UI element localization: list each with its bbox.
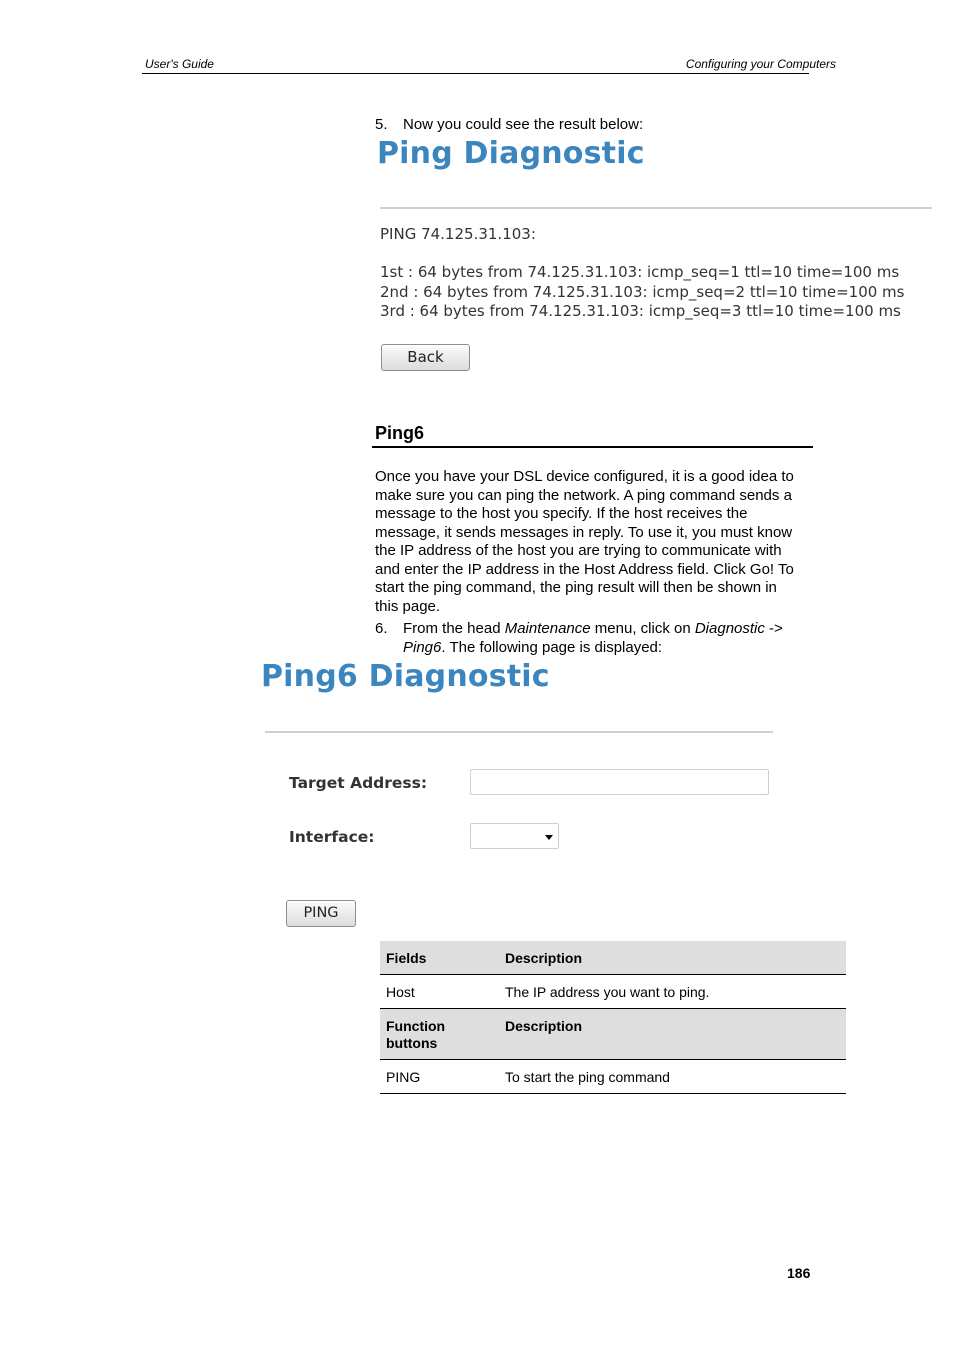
paragraph-line: message to the host you specify. If the host receives the <box>375 505 748 522</box>
section-paragraph <box>375 468 815 616</box>
table-cell: The IP address you want to ping. <box>505 984 710 1000</box>
menu-name: Maintenance <box>504 620 591 637</box>
table-header-row <box>380 1009 846 1060</box>
submenu-item: Ping6 <box>403 638 442 656</box>
paragraph-line: start the ping command, the ping result will then be shown in <box>375 579 777 596</box>
step-6-text: From the head <box>403 620 505 637</box>
step-6 <box>375 620 815 657</box>
header-right: Configuring your Computers <box>685 57 836 71</box>
header-left: User's Guide <box>145 57 214 71</box>
step-6-arrow: -> <box>764 620 783 637</box>
ping-title-rule <box>380 207 932 209</box>
ping-button[interactable]: PING <box>286 900 356 927</box>
ping-reply-line: 1st : 64 bytes from 74.125.31.103: icmp_seq=1 ttl=10 time=100 ms <box>380 263 900 281</box>
ping6-diagnostic-title: Ping6 Diagnostic <box>261 659 550 694</box>
table-header-cell-line: buttons <box>386 1035 438 1051</box>
chevron-down-icon <box>545 835 553 840</box>
step-5 <box>375 116 643 135</box>
target-address-input[interactable] <box>470 769 769 795</box>
step-6-text: menu, click on <box>590 620 695 637</box>
ping-reply-line: 2nd : 64 bytes from 74.125.31.103: icmp_seq=2 ttl=10 time=100 ms <box>380 283 905 301</box>
back-button[interactable]: Back <box>381 344 470 371</box>
fields-table <box>380 941 846 1094</box>
table-header-cell: Fields <box>386 950 427 966</box>
interface-select[interactable] <box>470 823 559 849</box>
ping-diagnostic-title: Ping Diagnostic <box>377 136 645 171</box>
section-heading-ping6: Ping6 <box>375 423 425 443</box>
paragraph-line: and enter the IP address in the Host Address field. Click Go! To <box>375 560 794 578</box>
table-header-cell-line: Function <box>386 1018 446 1034</box>
step-6-text: . The following page is displayed: <box>441 638 663 656</box>
table-cell: PING <box>386 1069 421 1085</box>
step-6-number: 6. <box>375 620 388 637</box>
section-rule <box>372 446 813 448</box>
table-header-cell <box>386 1018 445 1052</box>
table-cell: Host <box>386 984 415 1000</box>
target-address-label: Target Address: <box>289 774 428 792</box>
table-row <box>380 975 846 1009</box>
table-cell: To start the ping command <box>505 1069 670 1085</box>
step-5-number: 5. <box>375 116 388 133</box>
paragraph-line: make sure you can ping the network. A ping command sends a <box>375 486 792 504</box>
table-row <box>380 1060 846 1094</box>
page-number: 186 <box>787 1265 811 1281</box>
paragraph-line: Once you have your DSL device configured, it is a good idea to <box>375 468 794 485</box>
ping6-title-rule <box>265 731 773 733</box>
table-header-cell: Description <box>505 1018 583 1034</box>
step-5-text: Now you could see the result below: <box>403 116 644 133</box>
paragraph-line: message, it sends messages in reply. To use it, you must know <box>375 523 793 541</box>
ping-heading-line: PING 74.125.31.103: <box>380 225 536 243</box>
ping-reply-line: 3rd : 64 bytes from 74.125.31.103: icmp_seq=3 ttl=10 time=100 ms <box>380 302 901 320</box>
interface-label: Interface: <box>289 828 375 846</box>
table-header-cell: Description <box>505 950 583 966</box>
paragraph-line: this page. <box>375 597 441 615</box>
table-header-row <box>380 941 846 975</box>
menu-item: Diagnostic <box>694 620 765 637</box>
header-rule <box>142 73 809 74</box>
paragraph-line: the IP address of the host you are trying to communicate with <box>375 542 782 559</box>
